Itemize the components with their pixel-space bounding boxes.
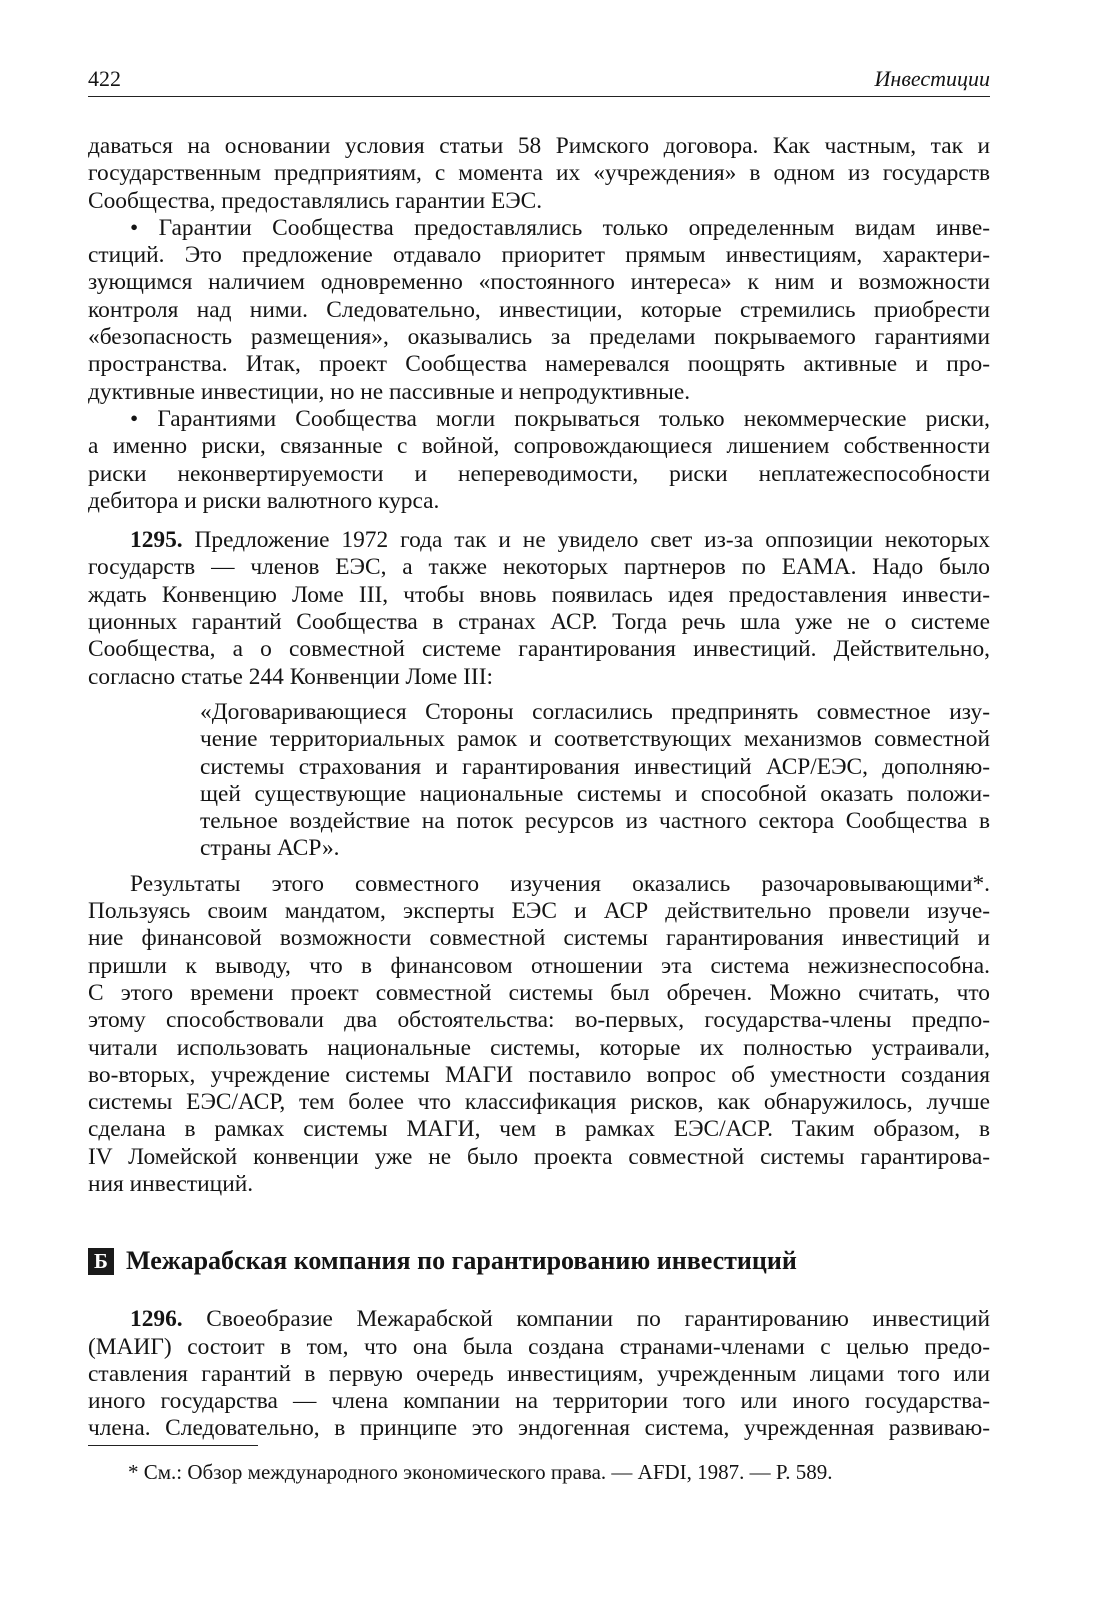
text-line: ционных гарантий Сообщества в странах АСР. Тогда речь шла уже не о системе: [88, 609, 990, 636]
text-line: чение территориальных рамок и соответствующих механизмов совместной: [200, 726, 990, 753]
text-line: Сообщества, предоставлялись гарантии ЕЭС.: [88, 187, 543, 214]
text-line: «безопасность размещения», оказывались за пределами покрываемого гарантиями: [88, 324, 990, 351]
section-title: Межарабская компания по гарантированию инвестиций: [126, 1246, 797, 1276]
paragraph-continuation: [88, 133, 990, 215]
text-line: во-вторых, учреждение системы МАГИ поставило вопрос об уместности создания: [88, 1061, 990, 1088]
footnote-divider: [88, 1445, 258, 1446]
paragraph-results: [88, 871, 990, 1199]
text-line: ставления гарантий в первую очередь инвестициям, учрежденным лицами того или: [88, 1360, 990, 1387]
page-body: [88, 133, 990, 1443]
text-line: стиций. Это предложение отдавало приоритет прямым инвестициям, характери-: [88, 242, 990, 269]
text-line: государств — членов ЕЭС, а также некоторых партнеров по ЕАМА. Надо было: [88, 554, 990, 581]
text-line: а именно риски, связанные с войной, сопровождающиеся лишением собственности: [88, 433, 990, 460]
text-line: Сообщества, а о совместной системе гарантирования инвестиций. Действительно,: [88, 636, 990, 663]
text-line: С этого времени проект совместной системы был обречен. Можно считать, что: [88, 979, 990, 1006]
text-line: «Договаривающиеся Стороны согласились предпринять совместное изу-: [200, 698, 990, 725]
text-line: даваться на основании условия статьи 58 Римского договора. Как частным, так и: [88, 133, 990, 159]
text-line: ния инвестиций.: [88, 1170, 254, 1197]
text-line: системы страхования и гарантирования инвестиций АСР/ЕЭС, дополняю-: [200, 753, 990, 780]
running-title: Инвестиции: [874, 66, 990, 91]
text-line: члена. Следовательно, в принципе это эндогенная система, учрежденная развиваю-: [88, 1415, 990, 1442]
text-line: государственным предприятиям, с момента их «учреждения» в одном из государств: [88, 160, 990, 187]
bullet-paragraph: [88, 215, 990, 406]
bullet-paragraph: [88, 406, 990, 515]
text-line: щей существующие национальные системы и способной оказать положи-: [200, 780, 990, 807]
text-line: риски неконвертируемости и непереводимости, риски неплатежеспособности: [88, 460, 990, 487]
text-line: читали использовать национальные системы, которые их полностью устраивали,: [88, 1034, 990, 1061]
text-line: • Гарантиями Сообщества могли покрываться только некоммерческие риски,: [130, 405, 990, 432]
paragraph-number: 1296.: [130, 1306, 183, 1333]
text-fragment: Своеобразие Межарабской компании по гарантированию инвестиций: [182, 1306, 990, 1333]
text-line: страны АСР».: [200, 835, 340, 862]
text-line: системы ЕЭС/АСР, тем более что классификация рисков, как обнаружилось, лучше: [88, 1089, 990, 1116]
text-line: (МАИГ) состоит в том, что она была создана странами-членами с целью предо-: [88, 1333, 990, 1360]
text-line: • Гарантии Сообщества предоставлялись только определенным видам инве-: [130, 214, 990, 241]
paragraph-1295: [88, 527, 990, 691]
block-quote: [88, 699, 990, 863]
text-line: сделана в рамках системы МАГИ, чем в рамках ЕЭС/АСР. Таким образом, в: [88, 1116, 990, 1143]
text-line: пришли к выводу, что в финансовом отношении эта система нежизнеспособна.: [88, 952, 990, 979]
text-line: дуктивные инвестиции, но не пассивные и непродуктивные.: [88, 378, 691, 405]
text-line: иного государства — члена компании на территории того или иного государства-: [88, 1388, 990, 1415]
text-line: этому способствовали два обстоятельства: во-первых, государства-члены предпо-: [88, 1007, 990, 1034]
text-line: контроля над ними. Следовательно, инвестиции, которые стремились приобрести: [88, 296, 990, 323]
paragraph-number: 1295.: [130, 527, 183, 554]
page-number: 422: [88, 66, 121, 91]
section-marker: Б: [88, 1248, 114, 1275]
page-header: [88, 60, 990, 97]
text-line: дебитора и риски валютного курса.: [88, 487, 440, 514]
text-line: тельное воздействие на поток ресурсов из частного сектора Сообщества в: [200, 808, 990, 835]
section-heading: [88, 1244, 990, 1278]
text-line: пространства. Итак, проект Сообщества намеревался поощрять активные и про-: [88, 351, 990, 378]
text-line: Результаты этого совместного изучения оказались разочаровывающими*.: [130, 870, 990, 897]
text-line: согласно статье 244 Конвенции Ломе III:: [88, 663, 493, 690]
text-line: [88, 527, 990, 554]
text-line: [88, 1306, 990, 1333]
text-line: зующимся наличием одновременно «постоянного интереса» к ним и возможности: [88, 269, 990, 296]
text-line: ние финансовой возможности совместной системы гарантирования инвестиций и: [88, 925, 990, 952]
text-line: ждать Конвенцию Ломе III, чтобы вновь появилась идея предоставления инвести-: [88, 581, 990, 608]
text-line: Пользуясь своим мандатом, эксперты ЕЭС и АСР действительно провели изуче-: [88, 898, 990, 925]
text-line: IV Ломейской конвенции уже не было проекта совместной системы гарантирова-: [88, 1143, 990, 1170]
text-fragment: Предложение 1972 года так и не увидело свет из-за оппозиции некоторых: [182, 527, 990, 554]
paragraph-1296: [88, 1306, 990, 1442]
footnote: * См.: Обзор международного экономического права. — AFDI, 1987. — P. 589.: [128, 1460, 833, 1484]
